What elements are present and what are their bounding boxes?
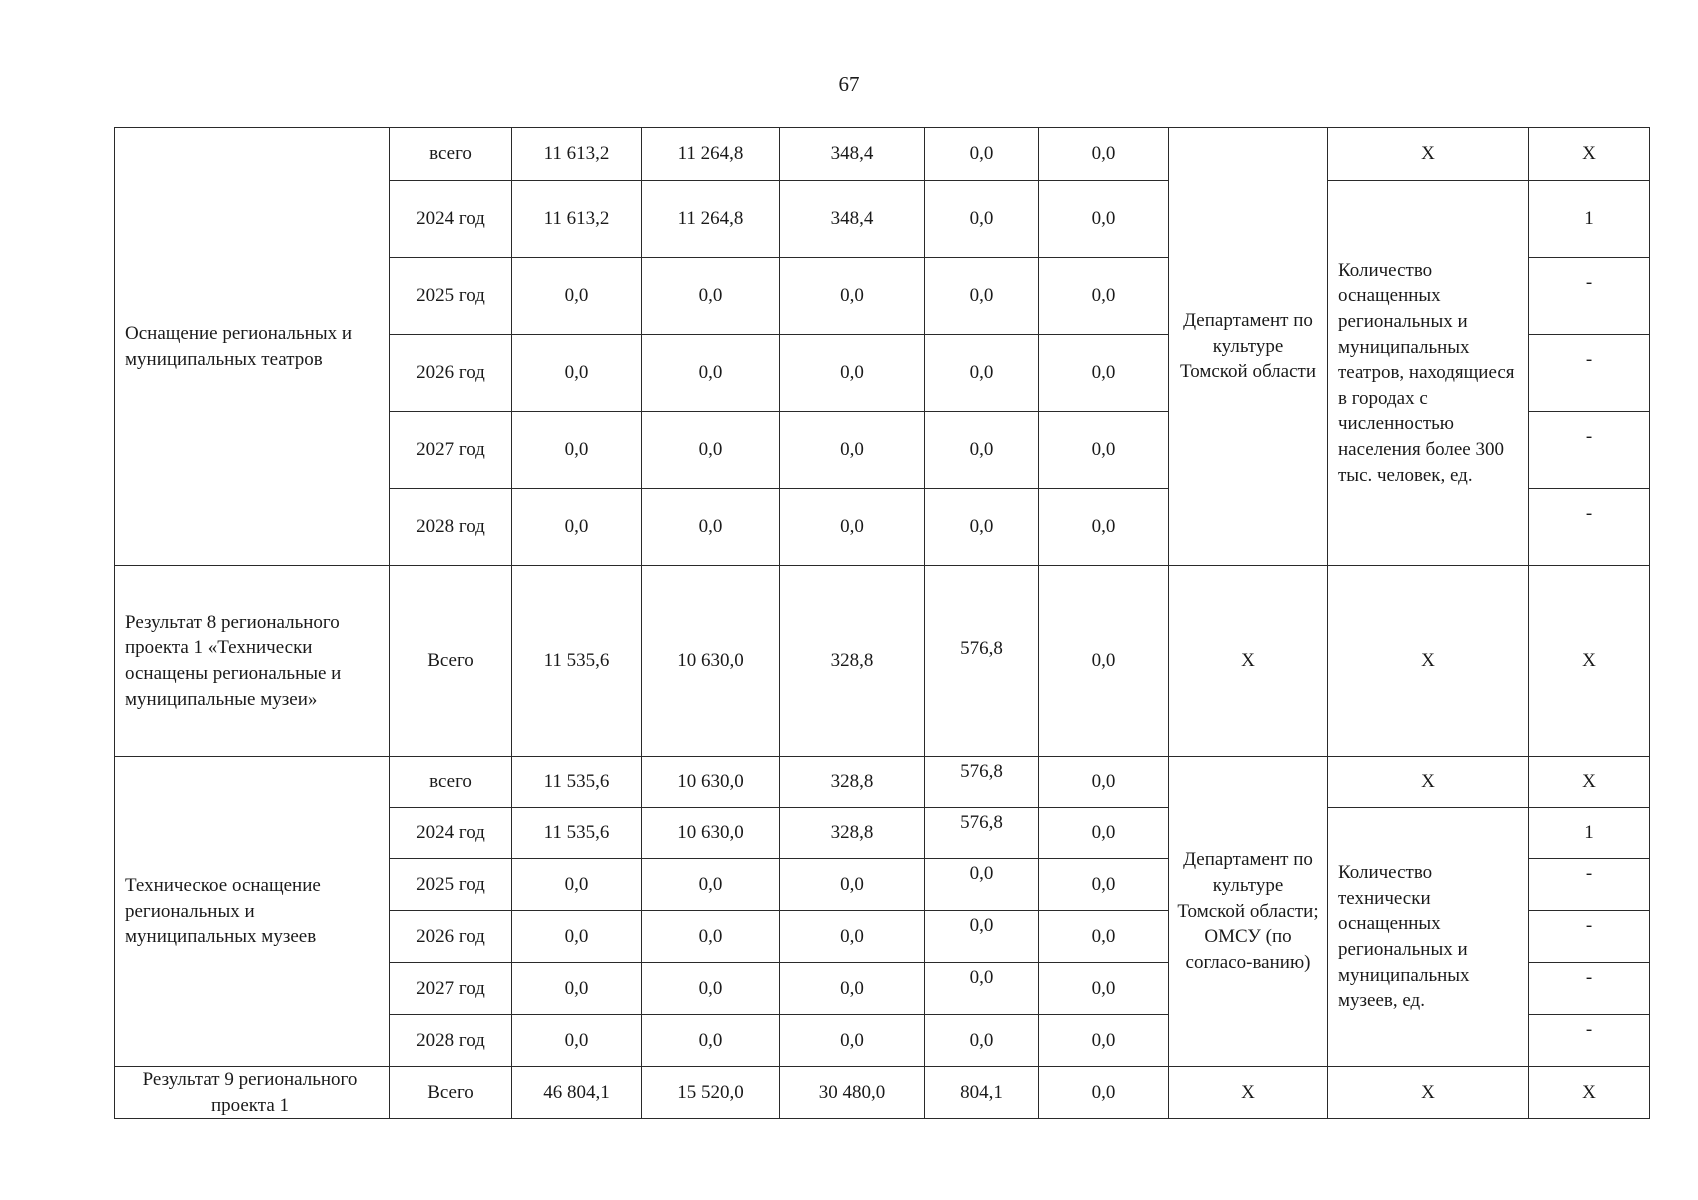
period-cell: Всего xyxy=(390,1067,512,1119)
value-cell: 0,0 xyxy=(1039,808,1169,859)
value-cell: 0,0 xyxy=(780,412,925,489)
table-row xyxy=(115,757,1650,808)
value-cell: 0,0 xyxy=(925,128,1039,181)
indicator-value-cell: - xyxy=(1529,859,1650,911)
value-cell: 11 264,8 xyxy=(642,181,780,258)
value-cell: 576,8 xyxy=(925,808,1039,859)
value-cell: 0,0 xyxy=(780,911,925,963)
indicator-value-cell: - xyxy=(1529,963,1650,1015)
value-cell: 0,0 xyxy=(512,963,642,1015)
indicator-value-cell: - xyxy=(1529,335,1650,412)
indicator-value-cell: X xyxy=(1529,757,1650,808)
value-cell: 11 535,6 xyxy=(512,566,642,757)
value-cell: 576,8 xyxy=(925,566,1039,757)
value-cell: 0,0 xyxy=(1039,335,1169,412)
indicator-cell: X xyxy=(1328,128,1529,181)
value-cell: 0,0 xyxy=(925,412,1039,489)
indicator-value-cell: X xyxy=(1529,1067,1650,1119)
value-cell: 0,0 xyxy=(780,1015,925,1067)
period-cell: 2026 год xyxy=(390,335,512,412)
result-name: Результат 9 регионального проекта 1 xyxy=(115,1067,390,1119)
value-cell: 0,0 xyxy=(642,1015,780,1067)
value-cell: 0,0 xyxy=(642,489,780,566)
department-cell: X xyxy=(1169,566,1328,757)
value-cell: 11 613,2 xyxy=(512,128,642,181)
value-cell: 0,0 xyxy=(642,335,780,412)
value-cell: 0,0 xyxy=(1039,859,1169,911)
period-cell: 2027 год xyxy=(390,963,512,1015)
period-cell: 2025 год xyxy=(390,258,512,335)
value-cell: 11 264,8 xyxy=(642,128,780,181)
value-cell: 0,0 xyxy=(642,412,780,489)
period-cell: 2024 год xyxy=(390,808,512,859)
value-cell: 328,8 xyxy=(780,757,925,808)
value-cell: 0,0 xyxy=(1039,1067,1169,1119)
value-cell: 348,4 xyxy=(780,128,925,181)
indicator-value-cell: 1 xyxy=(1529,808,1650,859)
value-cell: 11 535,6 xyxy=(512,757,642,808)
value-cell: 0,0 xyxy=(1039,911,1169,963)
value-cell: 0,0 xyxy=(925,335,1039,412)
value-cell: 0,0 xyxy=(925,963,1039,1015)
value-cell: 0,0 xyxy=(512,911,642,963)
value-cell: 328,8 xyxy=(780,808,925,859)
indicator-value-cell: - xyxy=(1529,258,1650,335)
value-cell: 0,0 xyxy=(512,335,642,412)
value-cell: 0,0 xyxy=(925,911,1039,963)
value-cell: 0,0 xyxy=(512,258,642,335)
indicator-name: Количество технически оснащенных региональных и муниципальных музеев, ед. xyxy=(1328,808,1529,1067)
period-cell: всего xyxy=(390,128,512,181)
indicator-value-cell: - xyxy=(1529,489,1650,566)
value-cell: 0,0 xyxy=(1039,181,1169,258)
value-cell: 0,0 xyxy=(780,335,925,412)
value-cell: 10 630,0 xyxy=(642,757,780,808)
department-cell: Департамент по культуре Томской области xyxy=(1169,128,1328,566)
event-name: Техническое оснащение региональных и муниципальных музеев xyxy=(115,757,390,1067)
value-cell: 348,4 xyxy=(780,181,925,258)
value-cell: 804,1 xyxy=(925,1067,1039,1119)
value-cell: 0,0 xyxy=(925,859,1039,911)
value-cell: 0,0 xyxy=(780,963,925,1015)
indicator-value-cell: X xyxy=(1529,566,1650,757)
value-cell: 0,0 xyxy=(642,859,780,911)
value-cell: 0,0 xyxy=(780,489,925,566)
value-cell: 0,0 xyxy=(512,859,642,911)
value-cell: 0,0 xyxy=(1039,489,1169,566)
value-cell: 0,0 xyxy=(1039,566,1169,757)
budget-table xyxy=(114,127,1650,1119)
indicator-name: Количество оснащенных региональных и муниципальных театров, находящиеся в городах с численностью населения более 300 тыс. человек, ед. xyxy=(1328,181,1529,566)
value-cell: 10 630,0 xyxy=(642,808,780,859)
value-cell: 0,0 xyxy=(780,258,925,335)
indicator-value-cell: - xyxy=(1529,1015,1650,1067)
period-cell: Всего xyxy=(390,566,512,757)
value-cell: 0,0 xyxy=(1039,258,1169,335)
indicator-value-cell: X xyxy=(1529,128,1650,181)
value-cell: 0,0 xyxy=(1039,963,1169,1015)
value-cell: 328,8 xyxy=(780,566,925,757)
indicator-cell: X xyxy=(1328,566,1529,757)
table-row xyxy=(115,1067,1650,1119)
value-cell: 576,8 xyxy=(925,757,1039,808)
period-cell: 2027 год xyxy=(390,412,512,489)
value-cell: 0,0 xyxy=(512,412,642,489)
value-cell: 0,0 xyxy=(1039,128,1169,181)
value-cell: 11 535,6 xyxy=(512,808,642,859)
indicator-value-cell: - xyxy=(1529,412,1650,489)
indicator-value-cell: 1 xyxy=(1529,181,1650,258)
value-cell: 0,0 xyxy=(642,911,780,963)
period-cell: 2025 год xyxy=(390,859,512,911)
value-cell: 0,0 xyxy=(1039,1015,1169,1067)
value-cell: 30 480,0 xyxy=(780,1067,925,1119)
value-cell: 11 613,2 xyxy=(512,181,642,258)
value-cell: 0,0 xyxy=(512,1015,642,1067)
page-number: 67 xyxy=(838,72,860,96)
value-cell: 0,0 xyxy=(925,181,1039,258)
value-cell: 0,0 xyxy=(925,258,1039,335)
value-cell: 0,0 xyxy=(925,1015,1039,1067)
table-row xyxy=(115,128,1650,181)
period-cell: 2028 год xyxy=(390,1015,512,1067)
period-cell: 2026 год xyxy=(390,911,512,963)
value-cell: 15 520,0 xyxy=(642,1067,780,1119)
value-cell: 0,0 xyxy=(780,859,925,911)
event-name: Оснащение региональных и муниципальных театров xyxy=(115,128,390,566)
value-cell: 0,0 xyxy=(642,258,780,335)
value-cell: 0,0 xyxy=(1039,412,1169,489)
value-cell: 0,0 xyxy=(1039,757,1169,808)
indicator-cell: X xyxy=(1328,757,1529,808)
period-cell: 2028 год xyxy=(390,489,512,566)
department-cell: X xyxy=(1169,1067,1328,1119)
department-cell: Департамент по культуре Томской области; ОМСУ (по согласо-ванию) xyxy=(1169,757,1328,1067)
result-name: Результат 8 регионального проекта 1 «Технически оснащены региональные и муниципальные музеи» xyxy=(115,566,390,757)
indicator-cell: X xyxy=(1328,1067,1529,1119)
indicator-value-cell: - xyxy=(1529,911,1650,963)
value-cell: 46 804,1 xyxy=(512,1067,642,1119)
period-cell: 2024 год xyxy=(390,181,512,258)
table-row xyxy=(115,566,1650,757)
value-cell: 10 630,0 xyxy=(642,566,780,757)
value-cell: 0,0 xyxy=(642,963,780,1015)
period-cell: всего xyxy=(390,757,512,808)
value-cell: 0,0 xyxy=(925,489,1039,566)
value-cell: 0,0 xyxy=(512,489,642,566)
